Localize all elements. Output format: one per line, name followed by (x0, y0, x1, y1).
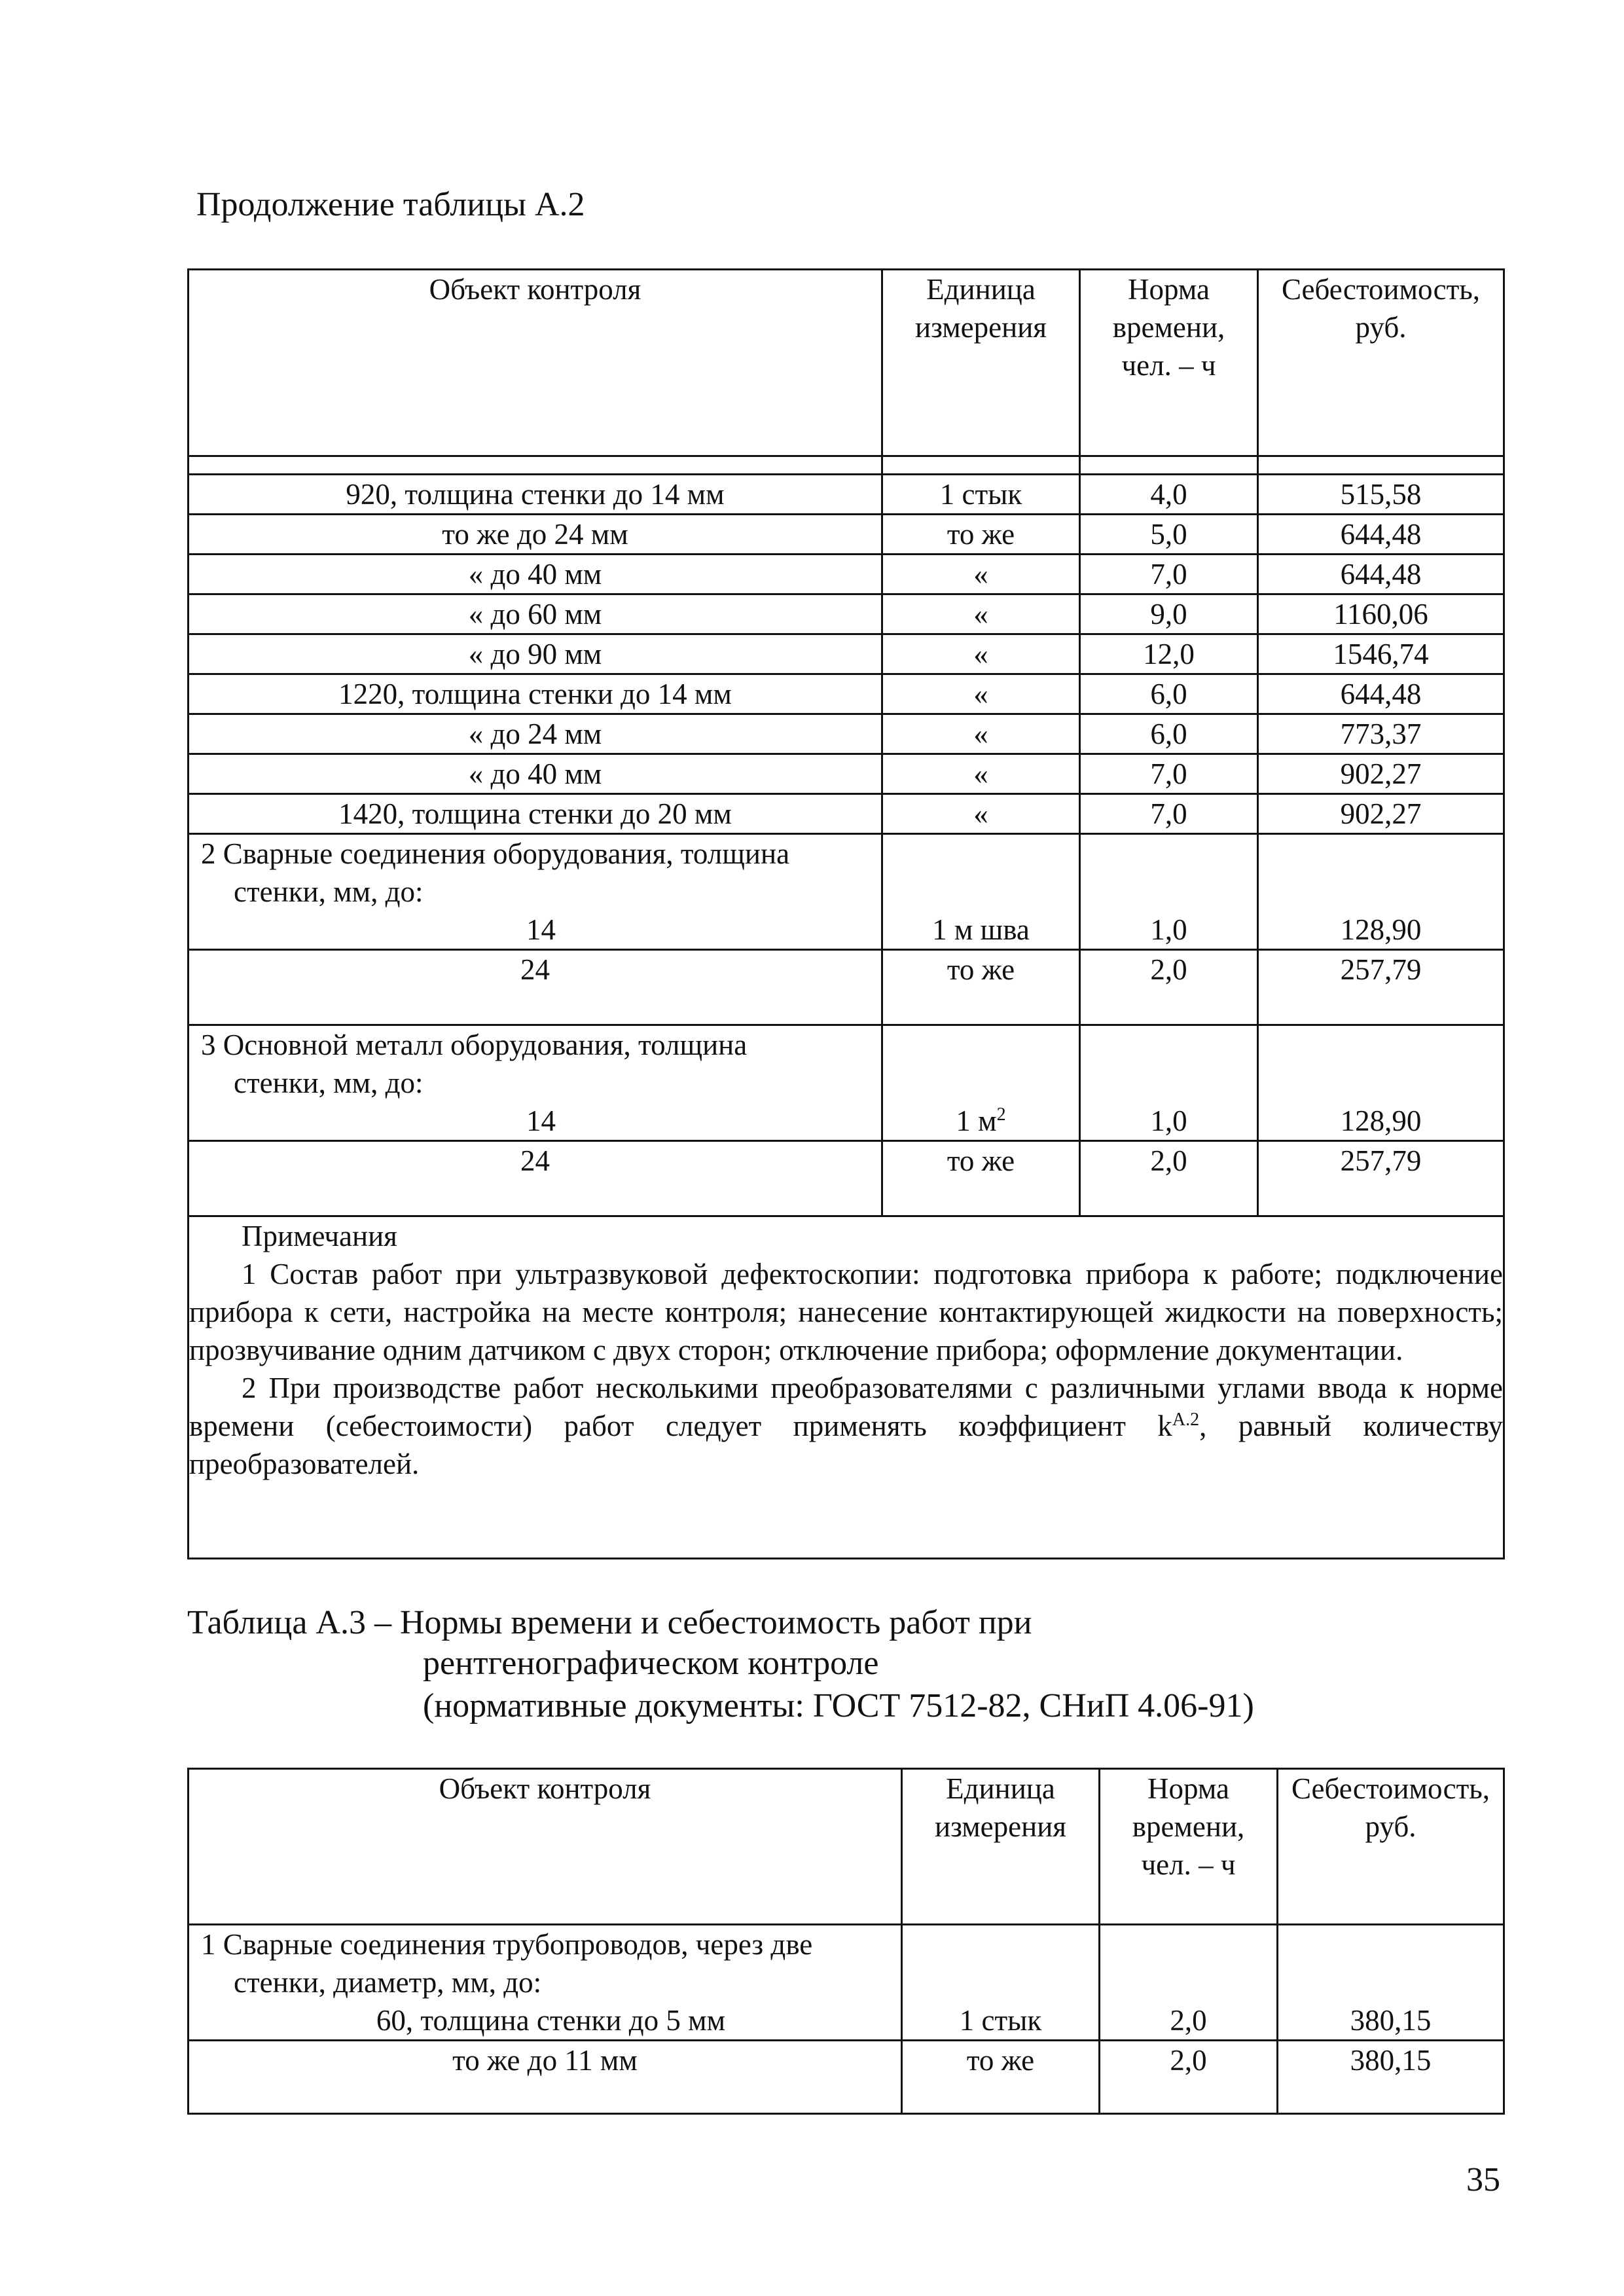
table-row: 1220, толщина стенки до 14 мм « 6,0 644,48 (189, 674, 1504, 714)
header-cost: Себестоимость, руб. (1278, 1769, 1504, 1925)
section-2-title: 2 Сварные соединения оборудования, толщина (201, 837, 790, 870)
table-row: 1420, толщина стенки до 20 мм « 7,0 902,27 (189, 794, 1504, 834)
table-a3-caption-line1: Таблица А.3 – Нормы времени и себестоимость работ при (187, 1604, 1032, 1641)
header-norm: Норма времени, чел. – ч (1080, 270, 1258, 456)
table-row: « до 90 мм « 12,0 1546,74 (189, 634, 1504, 674)
table-a3-caption-line2: рентгенографическом контроле (423, 1645, 879, 1682)
note-1: 1 Состав работ при ультразвуковой дефектоскопии: подготовка прибора к работе; подключение прибора к сети, настройка на месте контроля; нанесение контактирующей жидкости на поверхность; прозвучивание одним датчиком с двух сторон; отключение прибора; оформление документации. (189, 1258, 1503, 1366)
section-3-title: 3 Основной металл оборудования, толщина (201, 1029, 748, 1061)
table-a3-header-row (189, 1769, 1504, 1925)
notes-row (189, 1216, 1504, 1559)
spacer-row (189, 456, 1504, 475)
table-a3 (187, 1768, 1505, 2115)
page-number: 35 (1466, 2161, 1500, 2198)
table-a3-caption-line3: (нормативные документы: ГОСТ 7512-82, СНиП 4.06-91) (423, 1687, 1254, 1724)
notes-title: Примечания (242, 1220, 397, 1252)
header-cost: Себестоимость, руб. (1258, 270, 1504, 456)
table-row: то же до 24 мм то же 5,0 644,48 (189, 515, 1504, 555)
table-row: « до 40 мм « 7,0 644,48 (189, 555, 1504, 594)
table-row: « до 60 мм « 9,0 1160,06 (189, 594, 1504, 634)
table-row: 24 то же 2,0 257,79 (189, 950, 1504, 1025)
section-1-row: 1 Сварные соединения трубопроводов, через две стенки, диаметр, мм, до: 60, толщина стенки до 5 мм 1 стык 2,0 380,15 (189, 1925, 1504, 2041)
section-1-title: 1 Сварные соединения трубопроводов, через две (201, 1928, 813, 1961)
note-2: 2 При производстве работ несколькими преобразователями с различными углами ввода к норме времени (себестоимости) работ следует применять коэффициент $k^{А.2}$, равный количеству преобразователей. (189, 1372, 1503, 1480)
table-row: 920, толщина стенки до 14 мм 1 стык 4,0 515,58 (189, 475, 1504, 515)
section-3-row: 3 Основной металл оборудования, толщина стенки, мм, до: 14 1 $м^2$ 1,0 128,90 (189, 1025, 1504, 1141)
table-row: « до 24 мм « 6,0 773,37 (189, 714, 1504, 754)
header-object: Объект контроля (189, 1769, 902, 1925)
section-2-row: 2 Сварные соединения оборудования, толщина стенки, мм, до: 14 1 м шва 1,0 128,90 (189, 834, 1504, 950)
table-a2 (187, 268, 1505, 1559)
header-unit: Единица измерения (902, 1769, 1100, 1925)
header-norm: Норма времени, чел. – ч (1100, 1769, 1278, 1925)
table-row: 24 то же 2,0 257,79 (189, 1141, 1504, 1216)
header-object: Объект контроля (189, 270, 882, 456)
table-row: то же до 11 мм то же 2,0 380,15 (189, 2041, 1504, 2114)
header-unit: Единица измерения (882, 270, 1080, 456)
table-row: « до 40 мм « 7,0 902,27 (189, 754, 1504, 794)
table-a2-header-row (189, 270, 1504, 456)
table-a2-caption: Продолжение таблицы А.2 (196, 186, 585, 223)
